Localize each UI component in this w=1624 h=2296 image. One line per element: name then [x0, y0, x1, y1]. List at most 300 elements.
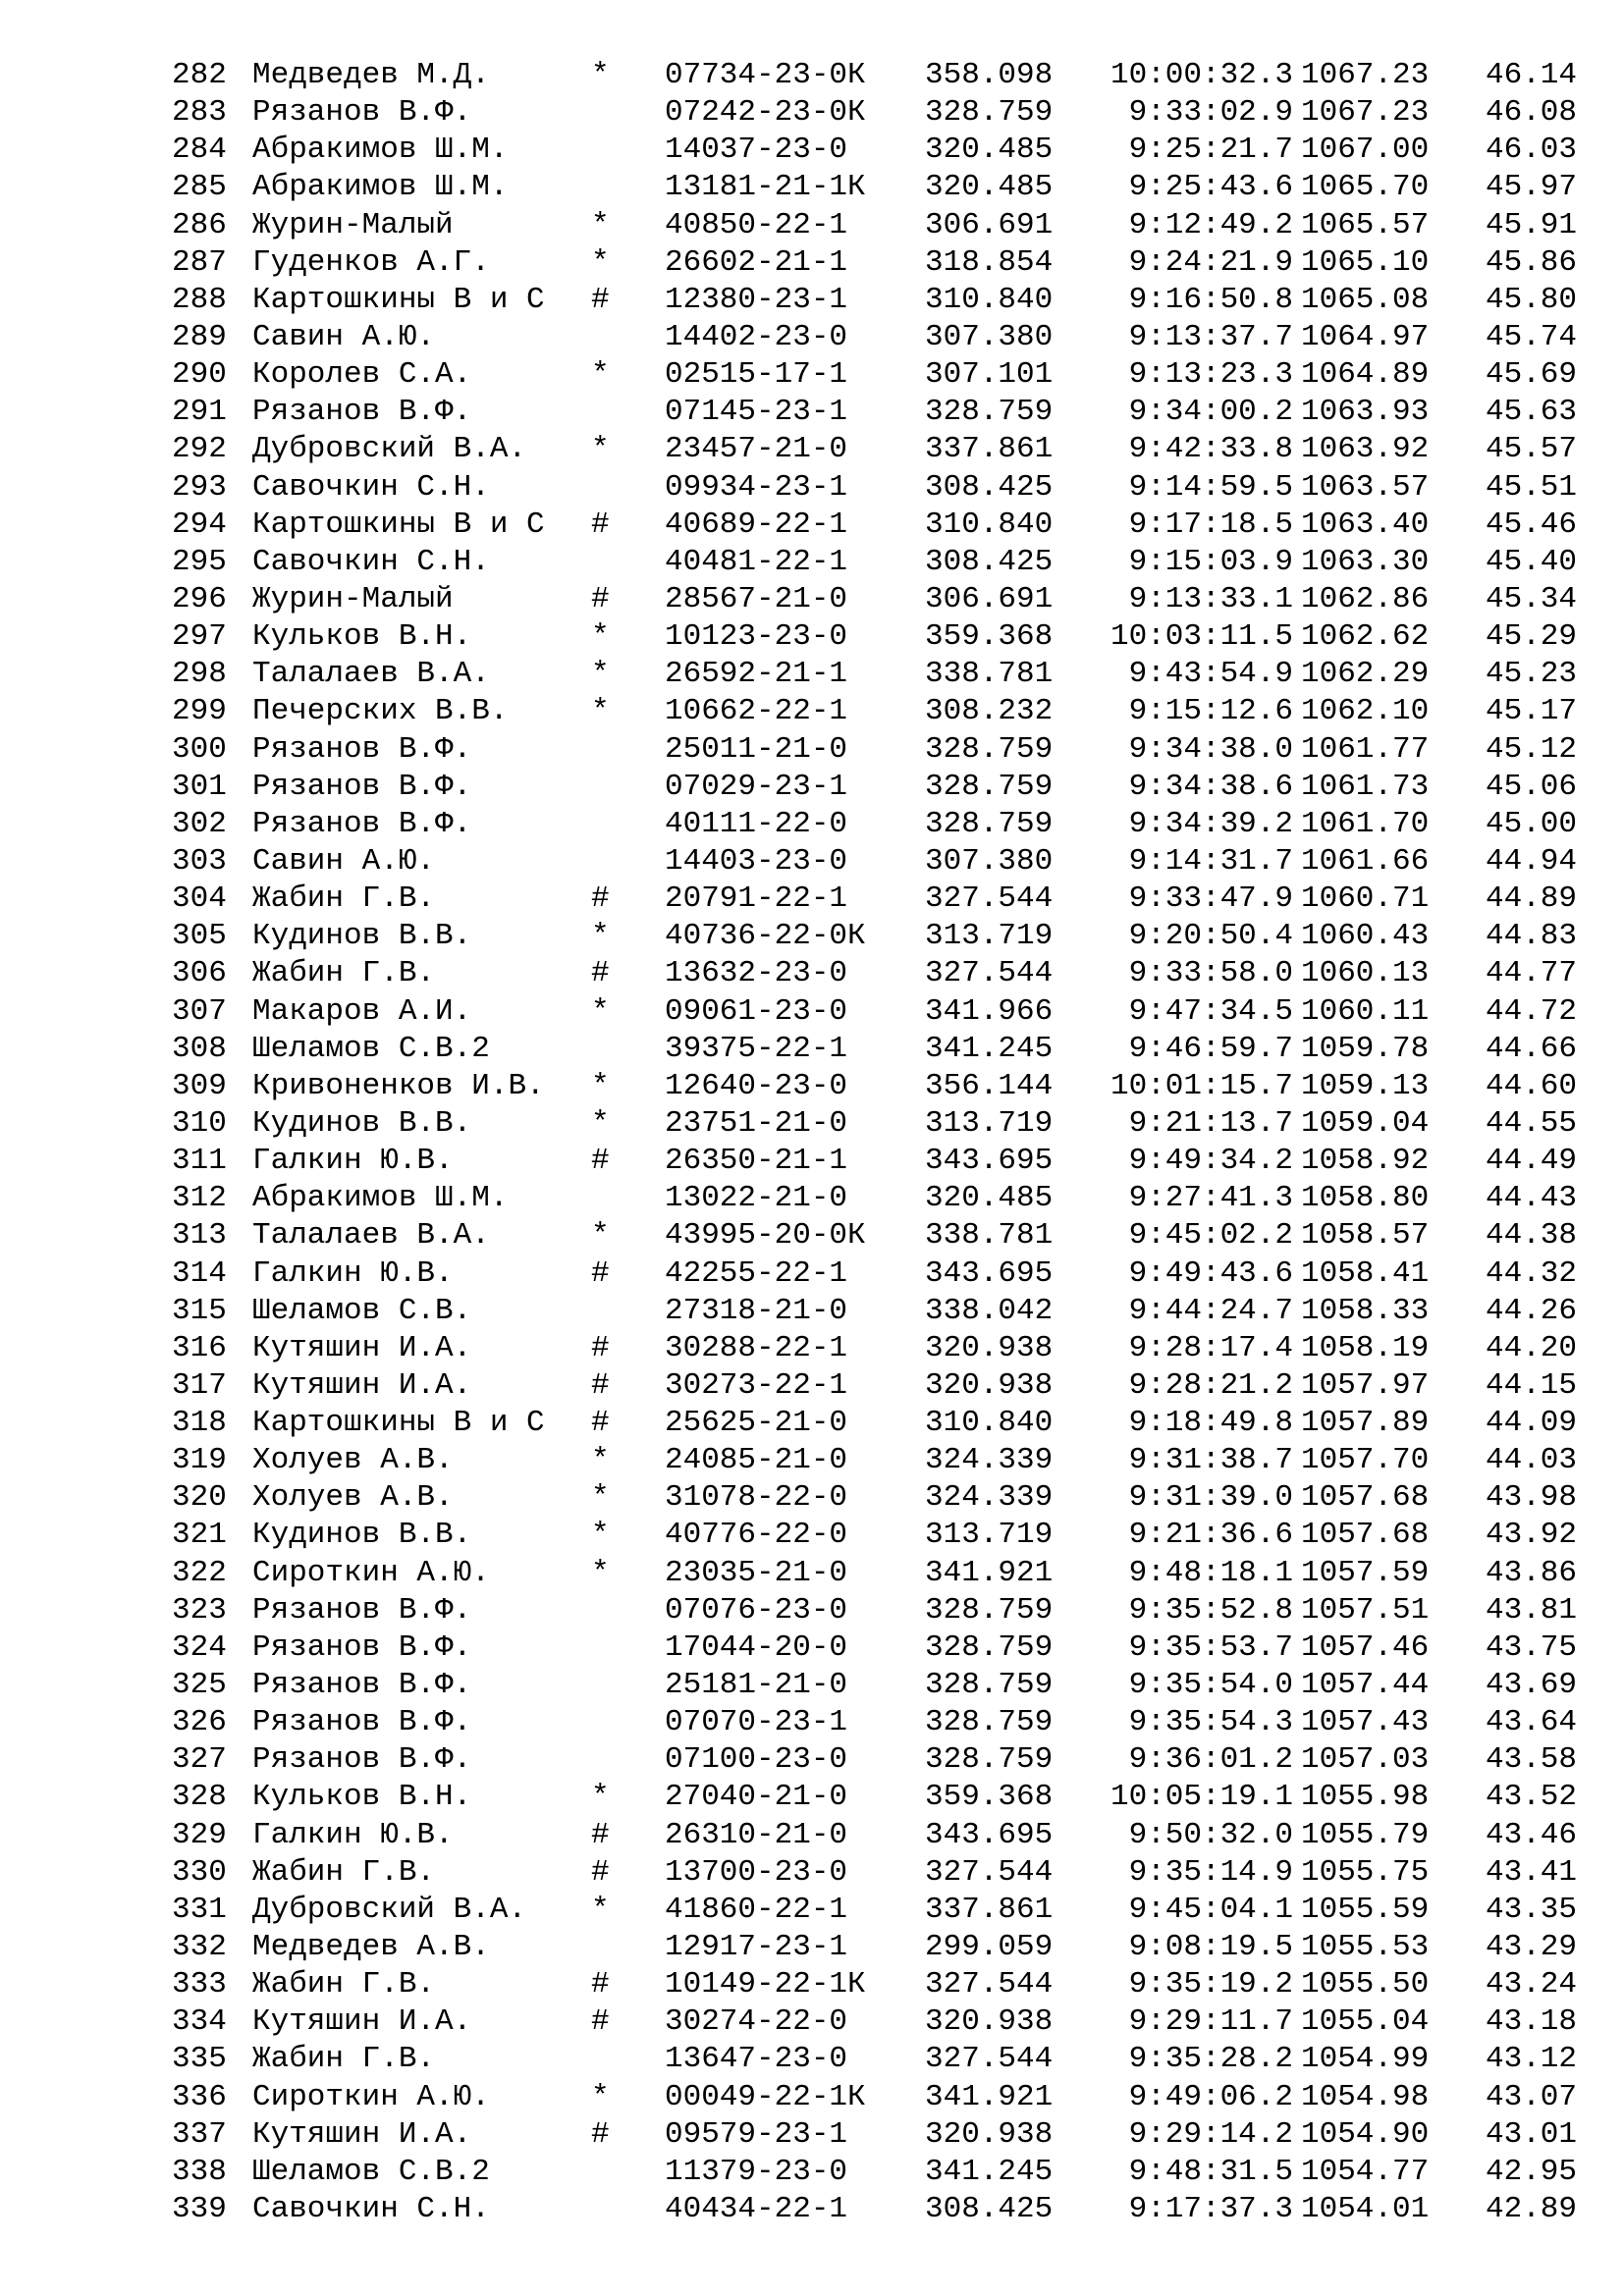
distance-cell: 328.759: [925, 806, 1054, 841]
speed-cell: 1058.19: [1301, 1330, 1430, 1365]
place-cell: 304: [172, 881, 227, 917]
mark-cell: *: [591, 1068, 610, 1103]
speed-cell: 1055.50: [1301, 1967, 1430, 2002]
ring-number-cell: 12380-23-1: [665, 282, 848, 317]
speed-cell: 1055.04: [1301, 2004, 1430, 2040]
fancier-name-cell: Рязанов В.Ф.: [252, 769, 472, 804]
score-cell: 44.20: [1486, 1330, 1578, 1365]
flight-time-cell: 9:35:19.2: [1128, 1967, 1293, 2002]
flight-time-cell: 9:15:03.9: [1128, 544, 1293, 579]
mark-cell: #: [591, 1406, 610, 1441]
table-row: [172, 1629, 1586, 1667]
place-cell: 335: [172, 2042, 227, 2077]
flight-time-cell: 9:48:18.1: [1128, 1555, 1293, 1590]
table-row: [172, 1367, 1586, 1405]
mark-cell: #: [591, 2116, 610, 2152]
place-cell: 317: [172, 1367, 227, 1403]
score-cell: 45.51: [1486, 469, 1578, 505]
fancier-name-cell: Королев С.А.: [252, 357, 472, 393]
table-row: [172, 132, 1586, 169]
speed-cell: 1057.51: [1301, 1592, 1430, 1628]
table-row: [172, 1854, 1586, 1892]
mark-cell: *: [591, 207, 610, 242]
table-row: [172, 1031, 1586, 1068]
place-cell: 312: [172, 1181, 227, 1216]
score-cell: 43.52: [1486, 1780, 1578, 1815]
mark-cell: *: [591, 993, 610, 1029]
ring-number-cell: 43995-20-0К: [665, 1218, 866, 1254]
score-cell: 44.72: [1486, 993, 1578, 1029]
fancier-name-cell: Рязанов В.Ф.: [252, 1705, 472, 1740]
table-row: [172, 1592, 1586, 1629]
fancier-name-cell: Шеламов С.В.: [252, 1293, 472, 1328]
score-cell: 44.55: [1486, 1105, 1578, 1141]
ring-number-cell: 13632-23-0: [665, 956, 848, 991]
ring-number-cell: 40111-22-0: [665, 806, 848, 841]
score-cell: 43.12: [1486, 2042, 1578, 2077]
table-row: [172, 993, 1586, 1031]
flight-time-cell: 9:42:33.8: [1128, 432, 1293, 467]
mark-cell: *: [591, 58, 610, 92]
mark-cell: #: [591, 1967, 610, 2002]
ring-number-cell: 28567-21-0: [665, 581, 848, 616]
distance-cell: 320.938: [925, 1367, 1054, 1403]
mark-cell: *: [591, 657, 610, 692]
place-cell: 300: [172, 731, 227, 767]
speed-cell: 1057.70: [1301, 1443, 1430, 1478]
fancier-name-cell: Холуев А.В.: [252, 1480, 454, 1516]
fancier-name-cell: Гуденков А.Г.: [252, 244, 490, 280]
place-cell: 287: [172, 244, 227, 280]
flight-time-cell: 9:08:19.5: [1128, 1930, 1293, 1965]
distance-cell: 328.759: [925, 769, 1054, 804]
flight-time-cell: 9:35:54.3: [1128, 1705, 1293, 1740]
flight-time-cell: 9:28:21.2: [1128, 1367, 1293, 1403]
place-cell: 313: [172, 1218, 227, 1254]
speed-cell: 1067.23: [1301, 58, 1430, 92]
ring-number-cell: 23035-21-0: [665, 1555, 848, 1590]
table-row: [172, 1517, 1586, 1554]
flight-time-cell: 9:33:02.9: [1128, 95, 1293, 131]
place-cell: 282: [172, 58, 227, 92]
fancier-name-cell: Кульков В.Н.: [252, 619, 472, 655]
flight-time-cell: 9:13:33.1: [1128, 581, 1293, 616]
distance-cell: 307.380: [925, 843, 1054, 879]
fancier-name-cell: Журин-Малый: [252, 207, 454, 242]
ring-number-cell: 13700-23-0: [665, 1854, 848, 1890]
score-cell: 43.35: [1486, 1892, 1578, 1927]
ring-number-cell: 40689-22-1: [665, 507, 848, 542]
speed-cell: 1062.62: [1301, 619, 1430, 655]
ring-number-cell: 14403-23-0: [665, 843, 848, 879]
speed-cell: 1060.11: [1301, 993, 1430, 1029]
score-cell: 43.18: [1486, 2004, 1578, 2040]
score-cell: 45.06: [1486, 769, 1578, 804]
flight-time-cell: 9:33:47.9: [1128, 881, 1293, 917]
speed-cell: 1058.92: [1301, 1144, 1430, 1179]
ring-number-cell: 39375-22-1: [665, 1031, 848, 1066]
flight-time-cell: 9:45:02.2: [1128, 1218, 1293, 1254]
table-row: [172, 2003, 1586, 2041]
ring-number-cell: 17044-20-0: [665, 1629, 848, 1665]
score-cell: 44.38: [1486, 1218, 1578, 1254]
distance-cell: 341.245: [925, 1031, 1054, 1066]
mark-cell: #: [591, 956, 610, 991]
fancier-name-cell: Галкин Ю.В.: [252, 1255, 454, 1291]
speed-cell: 1063.40: [1301, 507, 1430, 542]
speed-cell: 1062.10: [1301, 694, 1430, 729]
speed-cell: 1059.13: [1301, 1068, 1430, 1103]
distance-cell: 320.938: [925, 1330, 1054, 1365]
ring-number-cell: 41860-22-1: [665, 1892, 848, 1927]
flight-time-cell: 9:14:59.5: [1128, 469, 1293, 505]
speed-cell: 1065.10: [1301, 244, 1430, 280]
distance-cell: 327.544: [925, 1967, 1054, 2002]
table-row: [172, 356, 1586, 394]
place-cell: 318: [172, 1406, 227, 1441]
fancier-name-cell: Кутяшин И.А.: [252, 1330, 472, 1365]
distance-cell: 337.861: [925, 432, 1054, 467]
fancier-name-cell: Кудинов В.В.: [252, 1105, 472, 1141]
mark-cell: #: [591, 1817, 610, 1852]
ring-number-cell: 30273-22-1: [665, 1367, 848, 1403]
score-cell: 45.29: [1486, 619, 1578, 655]
place-cell: 294: [172, 507, 227, 542]
speed-cell: 1065.08: [1301, 282, 1430, 317]
ring-number-cell: 40850-22-1: [665, 207, 848, 242]
speed-cell: 1055.53: [1301, 1930, 1430, 1965]
place-cell: 331: [172, 1892, 227, 1927]
table-row: [172, 769, 1586, 806]
flight-time-cell: 10:00:32.3: [1110, 58, 1293, 92]
distance-cell: 341.921: [925, 2079, 1054, 2114]
flight-time-cell: 9:27:41.3: [1128, 1181, 1293, 1216]
score-cell: 45.86: [1486, 244, 1578, 280]
flight-time-cell: 9:29:14.2: [1128, 2116, 1293, 2152]
table-row: [172, 2191, 1586, 2228]
distance-cell: 313.719: [925, 1518, 1054, 1553]
table-row: [172, 1143, 1586, 1180]
place-cell: 289: [172, 319, 227, 354]
table-row: [172, 1217, 1586, 1255]
table-row: [172, 1255, 1586, 1293]
speed-cell: 1057.03: [1301, 1742, 1430, 1778]
score-cell: 44.09: [1486, 1406, 1578, 1441]
ring-number-cell: 13647-23-0: [665, 2042, 848, 2077]
place-cell: 285: [172, 170, 227, 205]
ring-number-cell: 24085-21-0: [665, 1443, 848, 1478]
distance-cell: 341.921: [925, 1555, 1054, 1590]
fancier-name-cell: Рязанов В.Ф.: [252, 1742, 472, 1778]
place-cell: 295: [172, 544, 227, 579]
place-cell: 319: [172, 1443, 227, 1478]
ring-number-cell: 07100-23-0: [665, 1742, 848, 1778]
results-table: [172, 57, 1586, 2228]
mark-cell: *: [591, 1480, 610, 1516]
speed-cell: 1063.30: [1301, 544, 1430, 579]
speed-cell: 1057.97: [1301, 1367, 1430, 1403]
speed-cell: 1057.59: [1301, 1555, 1430, 1590]
fancier-name-cell: Рязанов В.Ф.: [252, 395, 472, 430]
distance-cell: 328.759: [925, 1592, 1054, 1628]
score-cell: 43.01: [1486, 2116, 1578, 2152]
score-cell: 43.86: [1486, 1555, 1578, 1590]
speed-cell: 1065.57: [1301, 207, 1430, 242]
distance-cell: 341.245: [925, 2154, 1054, 2189]
distance-cell: 356.144: [925, 1068, 1054, 1103]
score-cell: 43.41: [1486, 1854, 1578, 1890]
ring-number-cell: 14037-23-0: [665, 133, 848, 168]
flight-time-cell: 9:47:34.5: [1128, 993, 1293, 1029]
distance-cell: 320.485: [925, 170, 1054, 205]
table-row: [172, 1180, 1586, 1217]
mark-cell: *: [591, 694, 610, 729]
score-cell: 43.75: [1486, 1629, 1578, 1665]
table-row: [172, 1405, 1586, 1442]
fancier-name-cell: Кудинов В.В.: [252, 1518, 472, 1553]
speed-cell: 1055.79: [1301, 1817, 1430, 1852]
table-row: [172, 1068, 1586, 1105]
ring-number-cell: 26602-21-1: [665, 244, 848, 280]
score-cell: 45.74: [1486, 319, 1578, 354]
speed-cell: 1057.44: [1301, 1668, 1430, 1703]
score-cell: 44.49: [1486, 1144, 1578, 1179]
distance-cell: 328.759: [925, 731, 1054, 767]
flight-time-cell: 9:17:18.5: [1128, 507, 1293, 542]
flight-time-cell: 9:24:21.9: [1128, 244, 1293, 280]
flight-time-cell: 9:21:36.6: [1128, 1518, 1293, 1553]
place-cell: 327: [172, 1742, 227, 1778]
mark-cell: *: [591, 1780, 610, 1815]
score-cell: 45.57: [1486, 432, 1578, 467]
table-row: [172, 319, 1586, 356]
distance-cell: 343.695: [925, 1817, 1054, 1852]
flight-time-cell: 9:31:38.7: [1128, 1443, 1293, 1478]
place-cell: 292: [172, 432, 227, 467]
score-cell: 46.03: [1486, 133, 1578, 168]
speed-cell: 1057.68: [1301, 1480, 1430, 1516]
fancier-name-cell: Кульков В.Н.: [252, 1780, 472, 1815]
place-cell: 302: [172, 806, 227, 841]
flight-time-cell: 9:16:50.8: [1128, 282, 1293, 317]
fancier-name-cell: Жабин Г.В.: [252, 2042, 436, 2077]
distance-cell: 313.719: [925, 919, 1054, 954]
ring-number-cell: 14402-23-0: [665, 319, 848, 354]
fancier-name-cell: Галкин Ю.В.: [252, 1817, 454, 1852]
fancier-name-cell: Рязанов В.Ф.: [252, 1629, 472, 1665]
flight-time-cell: 9:34:39.2: [1128, 806, 1293, 841]
mark-cell: #: [591, 881, 610, 917]
flight-time-cell: 9:34:38.6: [1128, 769, 1293, 804]
speed-cell: 1060.43: [1301, 919, 1430, 954]
distance-cell: 328.759: [925, 95, 1054, 131]
place-cell: 329: [172, 1817, 227, 1852]
mark-cell: #: [591, 1144, 610, 1179]
flight-time-cell: 9:18:49.8: [1128, 1406, 1293, 1441]
speed-cell: 1055.98: [1301, 1780, 1430, 1815]
mark-cell: *: [591, 919, 610, 954]
ring-number-cell: 07070-23-1: [665, 1705, 848, 1740]
fancier-name-cell: Кутяшин И.А.: [252, 2116, 472, 2152]
fancier-name-cell: Абракимов Ш.М.: [252, 170, 509, 205]
speed-cell: 1064.89: [1301, 357, 1430, 393]
table-row: [172, 955, 1586, 992]
score-cell: 44.83: [1486, 919, 1578, 954]
distance-cell: 328.759: [925, 395, 1054, 430]
distance-cell: 359.368: [925, 619, 1054, 655]
score-cell: 43.64: [1486, 1705, 1578, 1740]
score-cell: 44.94: [1486, 843, 1578, 879]
place-cell: 293: [172, 469, 227, 505]
flight-time-cell: 9:25:43.6: [1128, 170, 1293, 205]
speed-cell: 1054.01: [1301, 2192, 1430, 2227]
place-cell: 334: [172, 2004, 227, 2040]
fancier-name-cell: Рязанов В.Ф.: [252, 806, 472, 841]
mark-cell: *: [591, 1555, 610, 1590]
table-row: [172, 806, 1586, 843]
distance-cell: 327.544: [925, 956, 1054, 991]
place-cell: 314: [172, 1255, 227, 1291]
flight-time-cell: 9:15:12.6: [1128, 694, 1293, 729]
flight-time-cell: 10:01:15.7: [1110, 1068, 1293, 1103]
table-row: [172, 57, 1586, 94]
table-row: [172, 2154, 1586, 2191]
mark-cell: *: [591, 1105, 610, 1141]
place-cell: 307: [172, 993, 227, 1029]
speed-cell: 1057.68: [1301, 1518, 1430, 1553]
speed-cell: 1055.75: [1301, 1854, 1430, 1890]
speed-cell: 1054.98: [1301, 2079, 1430, 2114]
place-cell: 309: [172, 1068, 227, 1103]
speed-cell: 1061.70: [1301, 806, 1430, 841]
table-row: [172, 1817, 1586, 1854]
fancier-name-cell: Холуев А.В.: [252, 1443, 454, 1478]
fancier-name-cell: Рязанов В.Ф.: [252, 1592, 472, 1628]
flight-time-cell: 9:33:58.0: [1128, 956, 1293, 991]
fancier-name-cell: Жабин Г.В.: [252, 1967, 436, 2002]
ring-number-cell: 13181-21-1К: [665, 170, 866, 205]
flight-time-cell: 9:20:50.4: [1128, 919, 1293, 954]
flight-time-cell: 9:17:37.3: [1128, 2192, 1293, 2227]
table-row: [172, 507, 1586, 544]
fancier-name-cell: Сироткин А.Ю.: [252, 1555, 490, 1590]
table-row: [172, 1966, 1586, 2003]
mark-cell: *: [591, 2079, 610, 2114]
speed-cell: 1058.33: [1301, 1293, 1430, 1328]
distance-cell: 343.695: [925, 1144, 1054, 1179]
ring-number-cell: 07029-23-1: [665, 769, 848, 804]
table-row: [172, 2041, 1586, 2078]
ring-number-cell: 07734-23-0К: [665, 58, 866, 92]
flight-time-cell: 9:35:28.2: [1128, 2042, 1293, 2077]
distance-cell: 328.759: [925, 1668, 1054, 1703]
place-cell: 283: [172, 95, 227, 131]
flight-time-cell: 9:25:21.7: [1128, 133, 1293, 168]
mark-cell: *: [591, 619, 610, 655]
table-row: [172, 2079, 1586, 2116]
place-cell: 286: [172, 207, 227, 242]
distance-cell: 320.938: [925, 2004, 1054, 2040]
flight-time-cell: 9:35:14.9: [1128, 1854, 1293, 1890]
table-row: [172, 282, 1586, 319]
speed-cell: 1062.29: [1301, 657, 1430, 692]
speed-cell: 1057.43: [1301, 1705, 1430, 1740]
distance-cell: 310.840: [925, 282, 1054, 317]
distance-cell: 327.544: [925, 2042, 1054, 2077]
fancier-name-cell: Талалаев В.А.: [252, 657, 490, 692]
table-row: [172, 1479, 1586, 1517]
table-row: [172, 1442, 1586, 1479]
table-row: [172, 1741, 1586, 1779]
place-cell: 315: [172, 1293, 227, 1328]
mark-cell: #: [591, 1367, 610, 1403]
score-cell: 45.97: [1486, 170, 1578, 205]
table-row: [172, 394, 1586, 431]
place-cell: 324: [172, 1629, 227, 1665]
ring-number-cell: 40776-22-0: [665, 1518, 848, 1553]
fancier-name-cell: Картошкины В и С: [252, 507, 545, 542]
distance-cell: 320.485: [925, 1181, 1054, 1216]
speed-cell: 1055.59: [1301, 1892, 1430, 1927]
speed-cell: 1054.90: [1301, 2116, 1430, 2152]
fancier-name-cell: Кутяшин И.А.: [252, 1367, 472, 1403]
fancier-name-cell: Печерских В.В.: [252, 694, 509, 729]
distance-cell: 320.485: [925, 133, 1054, 168]
place-cell: 291: [172, 395, 227, 430]
score-cell: 43.58: [1486, 1742, 1578, 1778]
table-row: [172, 581, 1586, 618]
mark-cell: *: [591, 1443, 610, 1478]
distance-cell: 328.759: [925, 1629, 1054, 1665]
place-cell: 308: [172, 1031, 227, 1066]
mark-cell: #: [591, 581, 610, 616]
score-cell: 44.77: [1486, 956, 1578, 991]
ring-number-cell: 23457-21-0: [665, 432, 848, 467]
ring-number-cell: 42255-22-1: [665, 1255, 848, 1291]
score-cell: 44.15: [1486, 1367, 1578, 1403]
fancier-name-cell: Савочкин С.Н.: [252, 469, 490, 505]
fancier-name-cell: Савочкин С.Н.: [252, 544, 490, 579]
score-cell: 43.92: [1486, 1518, 1578, 1553]
distance-cell: 308.425: [925, 544, 1054, 579]
score-cell: 45.12: [1486, 731, 1578, 767]
flight-time-cell: 9:36:01.2: [1128, 1742, 1293, 1778]
flight-time-cell: 9:35:53.7: [1128, 1629, 1293, 1665]
speed-cell: 1067.00: [1301, 133, 1430, 168]
speed-cell: 1054.77: [1301, 2154, 1430, 2189]
table-row: [172, 169, 1586, 206]
score-cell: 43.24: [1486, 1967, 1578, 2002]
table-row: [172, 1105, 1586, 1143]
mark-cell: *: [591, 1518, 610, 1553]
fancier-name-cell: Рязанов В.Ф.: [252, 731, 472, 767]
flight-time-cell: 9:21:13.7: [1128, 1105, 1293, 1141]
flight-time-cell: 9:44:24.7: [1128, 1293, 1293, 1328]
distance-cell: 327.544: [925, 1854, 1054, 1890]
flight-time-cell: 9:31:39.0: [1128, 1480, 1293, 1516]
fancier-name-cell: Талалаев В.А.: [252, 1218, 490, 1254]
fancier-name-cell: Кудинов В.В.: [252, 919, 472, 954]
table-row: [172, 2116, 1586, 2154]
mark-cell: *: [591, 244, 610, 280]
table-row: [172, 1704, 1586, 1741]
ring-number-cell: 40481-22-1: [665, 544, 848, 579]
speed-cell: 1060.71: [1301, 881, 1430, 917]
score-cell: 42.95: [1486, 2154, 1578, 2189]
fancier-name-cell: Жабин Г.В.: [252, 881, 436, 917]
flight-time-cell: 9:50:32.0: [1128, 1817, 1293, 1852]
ring-number-cell: 09934-23-1: [665, 469, 848, 505]
